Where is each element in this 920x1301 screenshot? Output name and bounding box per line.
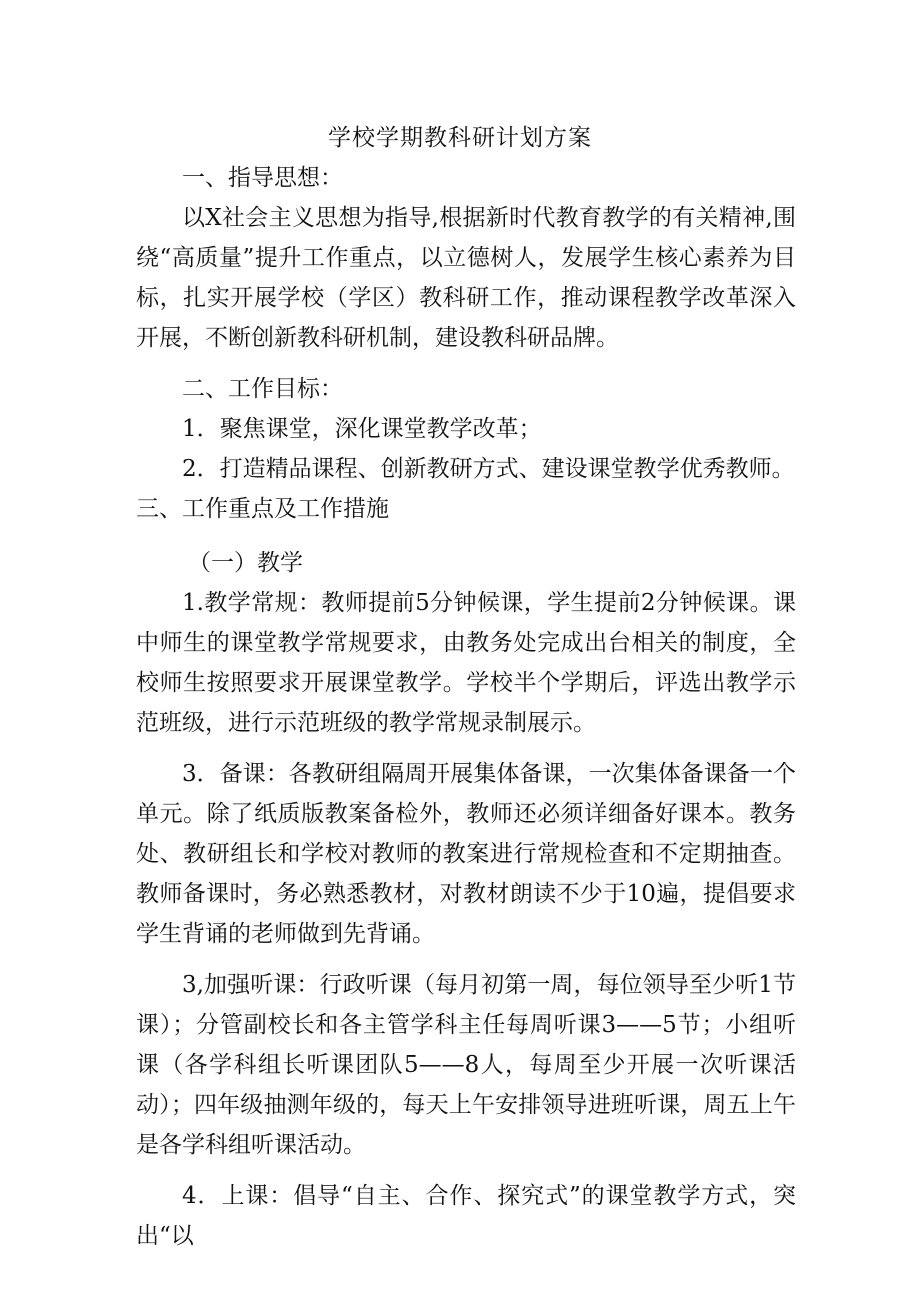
paragraph-item-3-observation: 3,加强听课：行政听课（每月初第一周，每位领导至少听1节课）；分管副校长和各主管学科主任每周听课3——5节；小组听课（各学科组长听课团队5——8人，每周至少开展一次听课活动）；四年级抽测年级的，每天上午安排领导进班听课，周五上午是各学科组听课活动。 bbox=[136, 972, 796, 1158]
paragraph-item-1: 1.教学常规：教师提前5分钟候课，学生提前2分钟候课。课中师生的课堂教学常规要求，由教务处完成出台相关的制度，全校师生按照要求开展课堂教学。学校半个学期后，评选出教学示范班级，进行示范班级的教学常规录制展示。 bbox=[136, 590, 796, 736]
goal-item-2: 2．打造精品课程、创新教研方式、建设课堂教学优秀教师。三、工作重点及工作措施 bbox=[136, 456, 795, 522]
goal-item-1: 1．聚焦课堂，深化课堂教学改革； bbox=[182, 416, 542, 442]
subsection-heading-teaching: （一）教学 bbox=[188, 550, 303, 576]
section-heading-guiding: 一、指导思想： bbox=[182, 165, 343, 191]
paragraph-item-3-lesson-prep: 3．备课：各教研组隔周开展集体备课，一次集体备课备一个单元。除了纸质版教案备检外，教师还必须详细备好课本。教务处、教研组长和学校对教师的教案进行常规检查和不定期抽查。教师备课时，务必熟悉教材，对教材朗读不少于10遍，提倡要求学生背诵的老师做到先背诵。 bbox=[136, 761, 796, 947]
section-heading-goals: 二、工作目标： bbox=[182, 376, 343, 402]
paragraph-item-4: 4．上课：倡导“自主、合作、探究式”的课堂教学方式，突出“以 bbox=[136, 1183, 796, 1249]
document-title: 学校学期教科研计划方案 bbox=[328, 125, 592, 151]
paragraph-guiding: 以X社会主义思想为指导,根据新时代教育教学的有关精神,围绕“高质量”提升工作重点，以立德树人，发展学生核心素养为目标，扎实开展学校（学区）教科研工作，推动课程教学改革深入开展，不断创新教科研机制，建设教科研品牌。 bbox=[136, 205, 796, 351]
document-body bbox=[136, 158, 796, 1256]
